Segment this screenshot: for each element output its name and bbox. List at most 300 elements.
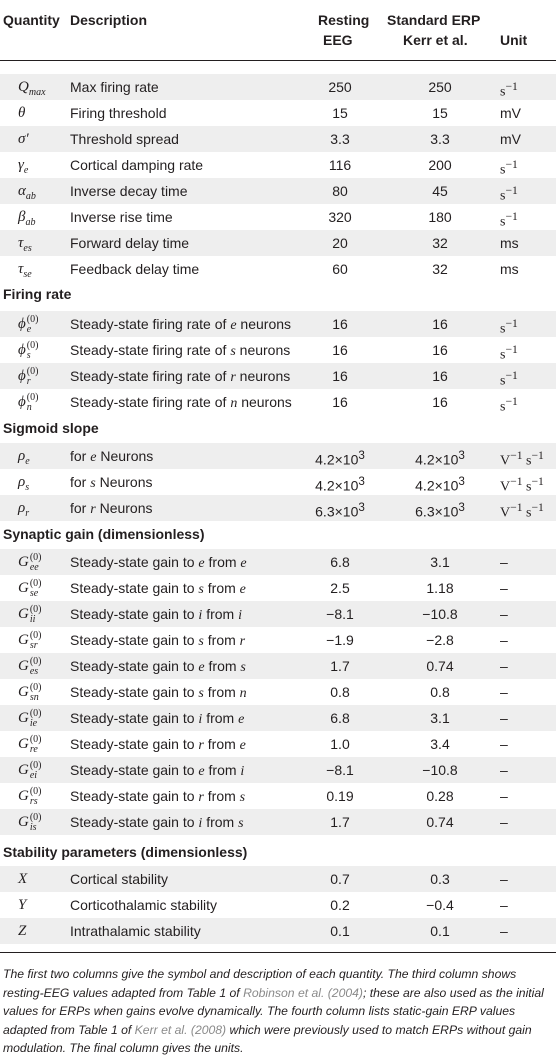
resting-eeg-value: 250 [328,79,352,95]
standard-erp-value: 16 [432,316,448,332]
target-population: i [198,816,203,831]
quantity-symbol [18,495,29,527]
resting-eeg-value: 320 [328,209,352,225]
unit-exponent: −1 [505,343,518,356]
quantity-description [70,311,291,339]
symbol-superscript: (0) [26,365,39,377]
table-row [0,918,556,944]
unit-exponent: −1 [505,317,518,330]
symbol-base: G [18,814,29,830]
description-text: Intrathalamic stability [70,923,201,939]
value-mantissa: 6.3×10 [315,503,359,520]
symbol-base: X [18,871,28,887]
description-text: Steady-state gain to [70,632,199,648]
quantity-description [70,575,246,603]
table-row [0,627,556,653]
symbol-base: ϕ [18,394,26,410]
standard-erp-value: 32 [432,235,448,251]
population-symbol: n [230,396,238,411]
quantity-symbol [18,866,27,892]
symbol-base: G [18,710,29,726]
unit-exponent: −1 [510,475,523,488]
symbol-subscript: rs [29,795,38,807]
unit-base: ms [500,235,519,251]
symbol-base: θ [18,105,26,121]
symbol-superscript: (0) [29,551,42,563]
description-text: Steady-state gain to [70,710,199,726]
table-row [0,178,556,204]
table-row [0,809,556,835]
description-text: from [202,606,239,622]
description-text: from [203,788,240,804]
population-symbol: s [230,344,236,359]
quantity-symbol [18,918,26,944]
unit-base: s [500,188,506,204]
quantity-description [70,126,179,152]
symbol-superscript: (0) [29,655,42,667]
quantity-description [70,653,246,681]
description-text: from [203,736,240,752]
symbol-subscript: r [26,375,31,387]
symbol-subscript: es [23,243,32,254]
table-row [0,126,556,152]
resting-eeg-value: 3.3 [330,131,350,147]
unit-base: V [500,505,511,521]
description-text: Cortical stability [70,871,169,887]
description-text: for [70,474,91,490]
resting-eeg-value: 116 [328,157,352,173]
table-row [0,575,556,601]
unit-exponent: −1 [510,501,523,514]
footnote-text-2: ; these are also used as the initial values for ERPs when gains evolve dynamically. The fourth column lists static-gain ERP values adapted from Table 1 of [3,985,544,1037]
value-exponent: 3 [458,501,465,514]
symbol-subscript: es [29,665,39,677]
header-standard-erp: Standard ERP [387,12,481,28]
value-exponent: 3 [358,449,365,462]
symbol-subscript: n [26,401,32,413]
unit-base: s [522,479,532,495]
bottom-rule [0,952,556,953]
table-row [0,892,556,918]
resting-eeg-value: 80 [332,183,348,199]
quantity-description [70,363,290,391]
symbol-superscript: (0) [29,785,42,797]
table-footnote [3,965,553,1058]
table-row [0,866,556,892]
unit-base: – [500,580,508,596]
value-exponent: 3 [358,501,365,514]
quantity-description [70,204,173,230]
description-text: Steady-state gain to [70,736,199,752]
standard-erp-value: 45 [432,183,448,199]
symbol-base: ρ [18,474,26,490]
unit-base: s [500,347,506,363]
symbol-base: ρ [18,448,26,464]
table-row [0,469,556,495]
symbol-superscript: (0) [29,707,42,719]
resting-eeg-value: 0.8 [330,684,350,700]
table-row [0,256,556,282]
unit-base: s [500,373,506,389]
symbol-base: τ [18,235,24,251]
unit-base: – [500,658,508,674]
source-population: n [239,686,247,701]
description-text: Steady-state gain to [70,554,199,570]
unit-exponent: −1 [505,210,518,223]
standard-erp-value: 0.3 [430,871,450,887]
unit-base: – [500,736,508,752]
description-text: Threshold spread [70,131,179,147]
symbol-subscript: ab [25,217,36,228]
unit-exponent: −1 [531,449,544,462]
unit-base: – [500,606,508,622]
quantity-symbol [18,653,42,679]
quantity-description [70,731,246,759]
symbol-base: G [18,788,29,804]
description-text: Cortical damping rate [70,157,204,173]
table-row [0,601,556,627]
standard-erp-value: 3.4 [430,736,450,752]
standard-erp-value: 250 [428,79,452,95]
unit-value [500,126,521,152]
description-text: from [203,632,240,648]
standard-erp-value: 0.8 [430,684,450,700]
symbol-subscript: se [29,587,39,599]
unit-value [500,783,508,809]
symbol-base: σ′ [18,131,29,147]
description-text: Steady-state gain to [70,788,199,804]
quantity-symbol [18,363,38,389]
footnote-ref-robinson[interactable]: Robinson et al. (2004) [243,985,363,1000]
symbol-subscript: e [25,456,30,467]
resting-eeg-value: 1.7 [330,814,350,830]
standard-erp-value: 3.3 [430,131,450,147]
standard-erp-value [400,495,480,525]
description-text: Inverse decay time [70,183,188,199]
unit-value [500,892,508,918]
quantity-description [70,443,153,471]
symbol-subscript: ei [29,769,38,781]
symbol-superscript: (0) [26,313,39,325]
table-row [0,337,556,363]
unit-base: ms [500,261,519,277]
standard-erp-value: −10.8 [422,606,458,622]
unit-exponent: −1 [505,395,518,408]
description-text: Max firing rate [70,79,159,95]
quantity-description [70,918,201,944]
target-population: r [198,790,204,805]
resting-eeg-value: −8.1 [326,762,354,778]
description-text: from [204,762,241,778]
standard-erp-value: 200 [428,157,452,173]
target-population: s [198,686,204,701]
section-synaptic-gain: Synaptic gain (dimensionless) [3,526,205,542]
description-text: Neurons [96,448,154,464]
quantity-description [70,601,242,629]
symbol-superscript: (0) [29,577,42,589]
quantity-symbol [18,892,26,918]
symbol-base: G [18,736,29,752]
quantity-symbol [18,575,42,601]
symbol-subscript: e [23,165,29,176]
footnote-ref-kerr[interactable]: Kerr et al. (2008) [134,1022,227,1037]
symbol-superscript: (0) [26,391,39,403]
description-text: from [202,814,239,830]
description-text: Steady-state gain to [70,814,199,830]
target-population: e [198,764,205,779]
value-mantissa: 4.2×10 [415,451,459,468]
quantity-symbol [18,549,42,575]
unit-exponent: −1 [505,158,518,171]
resting-eeg-value: 15 [332,105,348,121]
symbol-base: Z [18,923,27,939]
resting-eeg-value: 1.0 [330,736,350,752]
description-text: for [70,500,91,516]
description-text: neurons [235,368,291,384]
table-row [0,731,556,757]
quantity-symbol [18,705,42,731]
unit-value [500,918,508,944]
source-population: i [238,608,242,623]
unit-base: – [500,710,508,726]
symbol-base: ρ [18,500,26,516]
description-text: Feedback delay time [70,261,200,277]
standard-erp-value: −0.4 [426,897,454,913]
symbol-base: G [18,606,29,622]
resting-eeg-value: 16 [332,394,348,410]
unit-exponent: −1 [505,184,518,197]
standard-erp-value: 16 [432,368,448,384]
unit-base: mV [500,105,521,121]
resting-eeg-value: 2.5 [330,580,350,596]
quantity-description [70,549,247,577]
symbol-superscript: (0) [29,681,42,693]
symbol-base: α [18,183,26,199]
unit-base: – [500,923,508,939]
description-text: Steady-state gain to [70,762,199,778]
description-text: neurons [235,342,291,358]
table-row [0,100,556,126]
section-firing-rate: Firing rate [3,286,72,302]
quantity-description [70,866,168,892]
resting-eeg-value: 60 [332,261,348,277]
header-quantity: Quantity [3,12,60,28]
target-population: s [198,634,204,649]
header-unit: Unit [500,32,528,48]
target-population: i [198,608,203,623]
quantity-symbol [18,311,38,337]
symbol-subscript: ie [29,717,38,729]
unit-value [500,731,508,757]
unit-base: – [500,632,508,648]
unit-base: s [522,453,532,469]
quantity-description [70,705,244,733]
quantity-description [70,100,167,126]
unit-exponent: −1 [531,475,544,488]
source-population: e [239,738,246,753]
quantity-symbol [18,679,42,705]
unit-value [500,653,508,679]
resting-eeg-value: 0.19 [326,788,354,804]
table-row [0,705,556,731]
description-text: neurons [237,394,292,410]
symbol-base: γ [18,157,24,173]
footnote-text-1: The first two columns give the symbol and description of each quantity. The third column shows resting-EEG values adapted from Table 1 of [3,967,517,1000]
symbol-base: Y [18,897,27,913]
standard-erp-value: 16 [432,394,448,410]
unit-base: – [500,871,508,887]
description-text: for [70,448,91,464]
target-population: e [198,556,205,571]
unit-base: – [500,684,508,700]
table-row [0,757,556,783]
symbol-base: G [18,762,29,778]
value-mantissa: 6.3×10 [415,503,459,520]
unit-exponent: −1 [531,501,544,514]
table-row [0,152,556,178]
unit-base: s [500,162,506,178]
description-text: Steady-state gain to [70,684,199,700]
target-population: e [198,660,205,675]
source-population: s [240,660,246,675]
unit-base: – [500,897,508,913]
quantity-symbol [18,809,42,835]
symbol-subscript: s [26,349,31,361]
table-row [0,653,556,679]
description-text: Steady-state gain to [70,658,199,674]
unit-value [500,549,508,575]
population-symbol: e [230,318,237,333]
target-population: r [198,738,204,753]
value-mantissa: 4.2×10 [315,477,359,494]
value-mantissa: 4.2×10 [315,451,359,468]
table-row [0,783,556,809]
resting-eeg-value [300,495,380,525]
unit-value [500,705,508,731]
quantity-description [70,152,203,178]
resting-eeg-value: 0.2 [330,897,350,913]
description-text: Corticothalamic stability [70,897,218,913]
description-text: from [203,580,240,596]
symbol-subscript: re [29,743,38,755]
header-description: Description [70,12,148,28]
header-eeg: EEG [323,32,353,48]
header-kerr: Kerr et al. [403,32,468,48]
quantity-description [70,783,245,811]
symbol-subscript: e [26,323,32,335]
description-text: Steady-state firing rate of [70,394,231,410]
table-row [0,363,556,389]
unit-value [500,575,508,601]
symbol-subscript: se [23,269,32,280]
description-text: Steady-state firing rate of [70,368,231,384]
table-row [0,495,556,521]
standard-erp-value: −10.8 [422,762,458,778]
unit-value [500,389,518,421]
table-row [0,443,556,469]
standard-erp-value: 0.1 [430,923,450,939]
unit-base: mV [500,131,521,147]
quantity-description [70,495,153,523]
symbol-subscript: r [25,508,30,519]
symbol-base: G [18,632,29,648]
quantity-symbol [18,731,42,757]
unit-value [500,100,521,126]
description-text: from [204,554,241,570]
source-population: s [238,816,244,831]
symbol-superscript: (0) [26,339,39,351]
source-population: e [238,712,245,727]
description-text: from [202,710,239,726]
description-text: Steady-state gain to [70,580,199,596]
table-row [0,679,556,705]
target-population: i [198,712,203,727]
symbol-base: β [18,209,26,225]
resting-eeg-value: 1.7 [330,658,350,674]
quantity-symbol [18,627,42,653]
symbol-base: ϕ [18,368,26,384]
standard-erp-value: 0.74 [426,814,454,830]
unit-base: s [500,84,506,100]
resting-eeg-value: −1.9 [326,632,354,648]
symbol-superscript: (0) [29,759,42,771]
symbol-subscript: ii [29,613,36,625]
symbol-superscript: (0) [29,603,42,615]
source-population: e [240,556,247,571]
symbol-base: G [18,580,29,596]
description-text: Neurons [95,474,153,490]
quantity-symbol [18,757,42,783]
table-row [0,311,556,337]
population-symbol: e [90,450,97,465]
symbol-subscript: ab [25,191,36,202]
symbol-base: ϕ [18,342,26,358]
footnote-text-3: which were previously used to match ERPs without gain modulation. The final column gives the units. [3,1022,532,1056]
unit-value [500,809,508,835]
standard-erp-value: 1.18 [426,580,454,596]
description-text: Inverse rise time [70,209,173,225]
standard-erp-value: 3.1 [430,554,450,570]
unit-base: – [500,762,508,778]
header-rule [0,60,556,61]
symbol-superscript: (0) [29,733,42,745]
description-text: from [203,684,240,700]
description-text: Firing threshold [70,105,167,121]
quantity-description [70,74,159,100]
value-mantissa: 4.2×10 [415,477,459,494]
quantity-symbol [18,389,38,415]
value-exponent: 3 [458,475,465,488]
standard-erp-value: 180 [428,209,452,225]
table-row [0,549,556,575]
table-row [0,230,556,256]
standard-erp-value: 0.74 [426,658,454,674]
resting-eeg-value: 16 [332,316,348,332]
population-symbol: r [230,370,236,385]
value-exponent: 3 [358,475,365,488]
standard-erp-value: 15 [432,105,448,121]
unit-base: s [500,214,506,230]
table-row [0,204,556,230]
quantity-description [70,679,247,707]
quantity-symbol [18,126,29,152]
standard-erp-value: −2.8 [426,632,454,648]
value-exponent: 3 [458,449,465,462]
symbol-subscript: max [28,87,46,98]
quantity-description [70,230,189,256]
symbol-base: G [18,554,29,570]
population-symbol: s [90,476,96,491]
